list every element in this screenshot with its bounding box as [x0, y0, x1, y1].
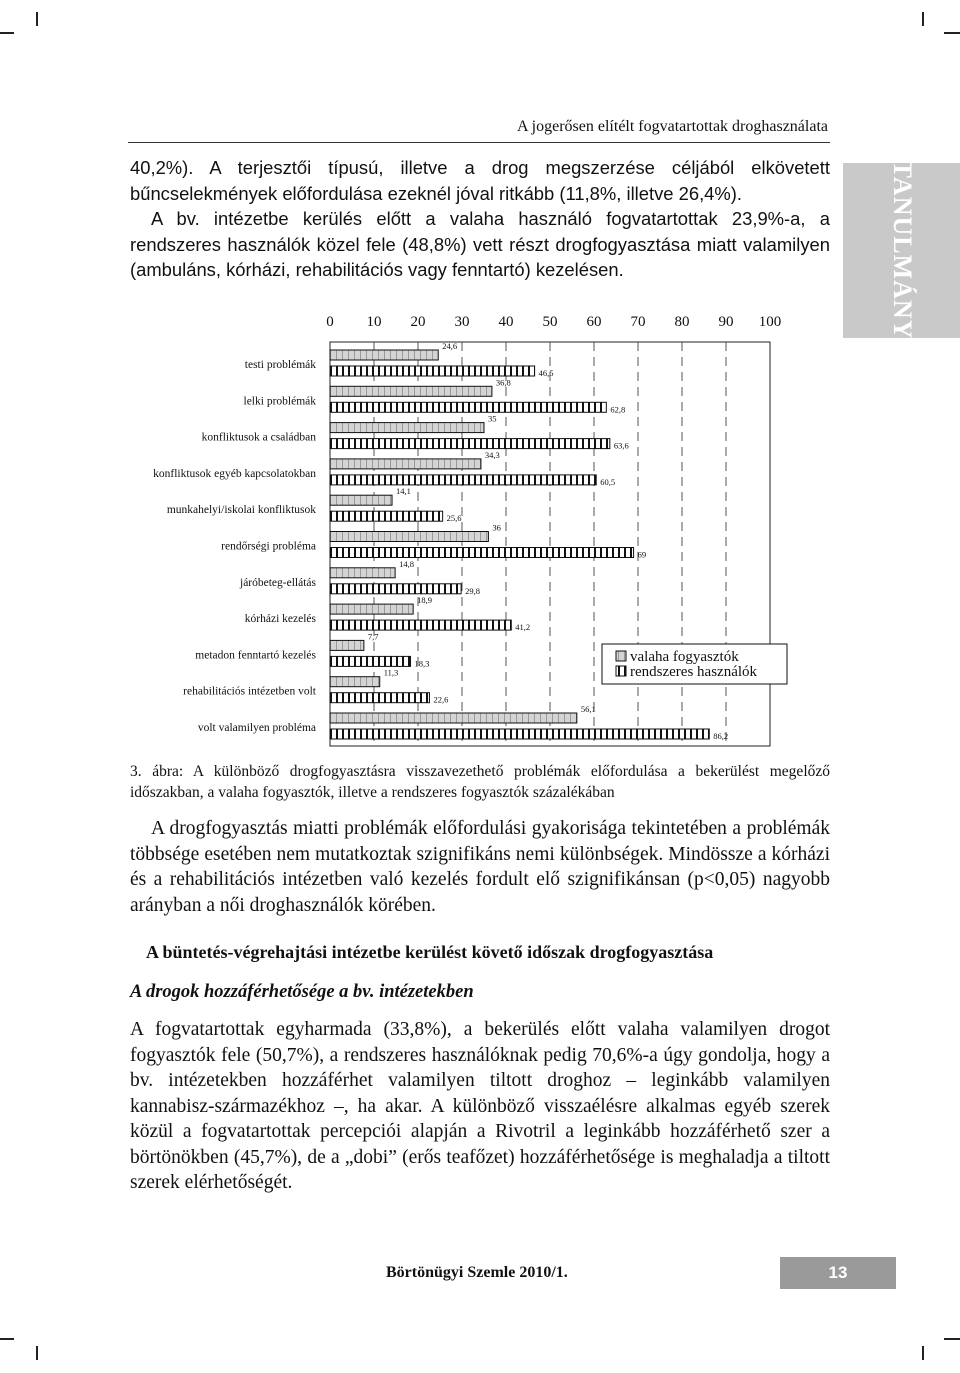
- bar: [330, 640, 364, 650]
- x-tick-label: 40: [498, 314, 514, 330]
- data-label: 46,5: [538, 368, 554, 378]
- data-label: 56,1: [580, 704, 596, 714]
- bar: [330, 604, 413, 614]
- data-label: 62,8: [610, 404, 626, 415]
- page-number: 13: [828, 1263, 848, 1282]
- bar: [330, 548, 634, 558]
- category-labels: [153, 359, 317, 734]
- page-number-box: [780, 1257, 896, 1289]
- running-header: A jogerősen elítélt fogvatartottak droghasználata: [517, 118, 828, 135]
- bar: [330, 459, 481, 469]
- data-label: 60,5: [600, 476, 616, 487]
- bar: [330, 495, 392, 505]
- paragraph-2: A bv. intézetbe kerülés előtt a valaha használó fogvatartottak 23,9%-a, a rendszeres használók közel fele (48,8%) vett részt drogfogyasztása miatt valamilyen (ambuláns, kórházi, rehabilitációs vagy fenntartó) kezelésen.: [130, 208, 830, 280]
- data-label: 22,6: [433, 694, 449, 705]
- category-label: rendőrségi probléma: [221, 540, 316, 553]
- bar: [330, 532, 488, 542]
- bar: [330, 475, 596, 485]
- bar: [330, 350, 438, 360]
- bar: [330, 386, 492, 396]
- category-label: munkahelyi/iskolai konfliktusok: [166, 504, 316, 517]
- crop-mark-bl-h: [0, 1338, 14, 1340]
- legend-swatch: [616, 666, 626, 676]
- category-label: rehabilitációs intézetben volt: [183, 685, 316, 698]
- data-label: 14,1: [396, 486, 411, 497]
- subsection-heading: A drogok hozzáférhetősége a bv. intézetekben: [130, 982, 474, 1002]
- data-label: 41,2: [515, 622, 531, 633]
- x-tick-label: 20: [410, 314, 426, 330]
- bar: [330, 729, 709, 739]
- chart-legend: [602, 644, 787, 684]
- crop-mark-tr-h: [944, 32, 960, 34]
- crop-mark-tl-v: [36, 12, 38, 26]
- bar: [330, 620, 511, 630]
- bar: [330, 677, 380, 687]
- crop-mark-br-h: [944, 1338, 960, 1340]
- x-tick-label: 10: [366, 314, 382, 330]
- bar: [330, 511, 443, 521]
- bar: [330, 423, 484, 433]
- category-label: konfliktusok a családban: [201, 431, 316, 444]
- crop-mark-tr-v: [922, 12, 924, 26]
- data-label: 63,6: [613, 440, 629, 451]
- category-label: lelki problémák: [243, 395, 316, 408]
- bar-chart: [0, 300, 960, 750]
- bar: [330, 366, 535, 376]
- section-heading: A büntetés-végrehajtási intézetbe kerülést követő időszak drogfogyasztása: [146, 942, 714, 962]
- data-label: 18,3: [414, 658, 430, 669]
- bar: [330, 656, 411, 666]
- legend-label: valaha fogyasztók: [630, 649, 739, 665]
- data-label: 86,2: [713, 731, 729, 741]
- bar: [330, 713, 577, 723]
- figure-caption: 3. ábra: A különböző drogfogyasztásra visszavezethető problémák előfordulása a bekerülést megelőző időszakban, a valaha fogyasztók, illetve a rendszeres fogyasztók százalékában: [130, 763, 830, 801]
- data-label: 36,8: [495, 377, 511, 388]
- crop-mark-br-v: [922, 1346, 924, 1360]
- data-label: 24,6: [442, 341, 458, 351]
- legend-swatch: [616, 651, 626, 661]
- data-label: 35: [488, 413, 497, 424]
- category-label: volt valamilyen probléma: [197, 722, 316, 734]
- x-tick-label: 100: [758, 314, 782, 330]
- data-label: 29,8: [465, 585, 480, 596]
- x-tick-label: 90: [718, 314, 734, 330]
- bar: [330, 693, 429, 703]
- legend-label: rendszeres használók: [630, 664, 758, 680]
- data-label: 14,8: [399, 558, 414, 569]
- header-rule: [128, 142, 830, 143]
- bar: [330, 584, 461, 594]
- x-tick-label: 70: [630, 314, 646, 330]
- category-label: metadon fenntartó kezelés: [195, 649, 316, 662]
- paragraph-3: A drogfogyasztás miatti problémák előfordulási gyakorisága tekintetében a problémák többsége esetében nem mutatkoztak szignifikáns nemi különbségek. Mindössze a kórházi és a rehabilitációs intézetben való kezelés fordult elő szignifikánsan (p<0,05) nagyobb arányban a női droghasználók körében.: [130, 818, 830, 916]
- footer-journal: Börtönügyi Szemle 2010/1.: [386, 1264, 568, 1281]
- data-label: 11,3: [383, 667, 399, 678]
- data-label: 69: [637, 549, 647, 560]
- data-label: 18,9: [417, 595, 433, 606]
- bar: [330, 439, 610, 449]
- data-label: 36: [492, 522, 501, 533]
- data-label: 34,3: [484, 449, 500, 460]
- x-tick-label: 30: [454, 314, 470, 330]
- x-axis-ticks: [326, 314, 781, 330]
- category-label: kórházi kezelés: [244, 613, 316, 626]
- paragraph-4: A fogvatartottak egyharmada (33,8%), a bekerülés előtt valaha valamilyen drogot fogyasztók fele (50,7%), a rendszeres használóknak pedig 70,6%-a úgy gondolja, hogy a bv. intézetekben hozzáférhet valamilyen tiltott droghoz – leginkább valamilyen kannabisz-származékhoz –, ha akar. A különböző visszaélésre alkalmas egyéb szerek közül a fogvatartottak percepciói alapján a Rivotril a leginkább hozzáférhető szer a börtönökben (45,7%), de a „dobi” (erős teafőzet) hozzáférhetősége is meghaladja a tiltott szerek elérhetőségét.: [130, 1019, 830, 1193]
- data-label: 25,6: [446, 513, 462, 524]
- category-label: konfliktusok egyéb kapcsolatokban: [153, 467, 316, 480]
- x-tick-label: 80: [674, 314, 690, 330]
- category-label: járóbeteg-ellátás: [240, 576, 316, 589]
- x-tick-label: 50: [542, 314, 558, 330]
- data-label: 7,7: [367, 631, 379, 642]
- x-tick-label: 60: [586, 314, 602, 330]
- bar: [330, 568, 395, 578]
- crop-mark-tl-h: [0, 32, 14, 34]
- side-tab-label: TANULMÁNY: [888, 160, 917, 340]
- x-tick-label: 0: [326, 314, 334, 330]
- category-label: testi problémák: [244, 359, 316, 371]
- bar: [330, 402, 606, 412]
- crop-mark-bl-v: [36, 1346, 38, 1360]
- paragraph-1: 40,2%). A terjesztői típusú, illetve a drog megszerzése céljából elkövetett bűncselekmények előfordulása ezeknél jóval ritkább (11,8%, illetve 26,4%).: [130, 157, 830, 204]
